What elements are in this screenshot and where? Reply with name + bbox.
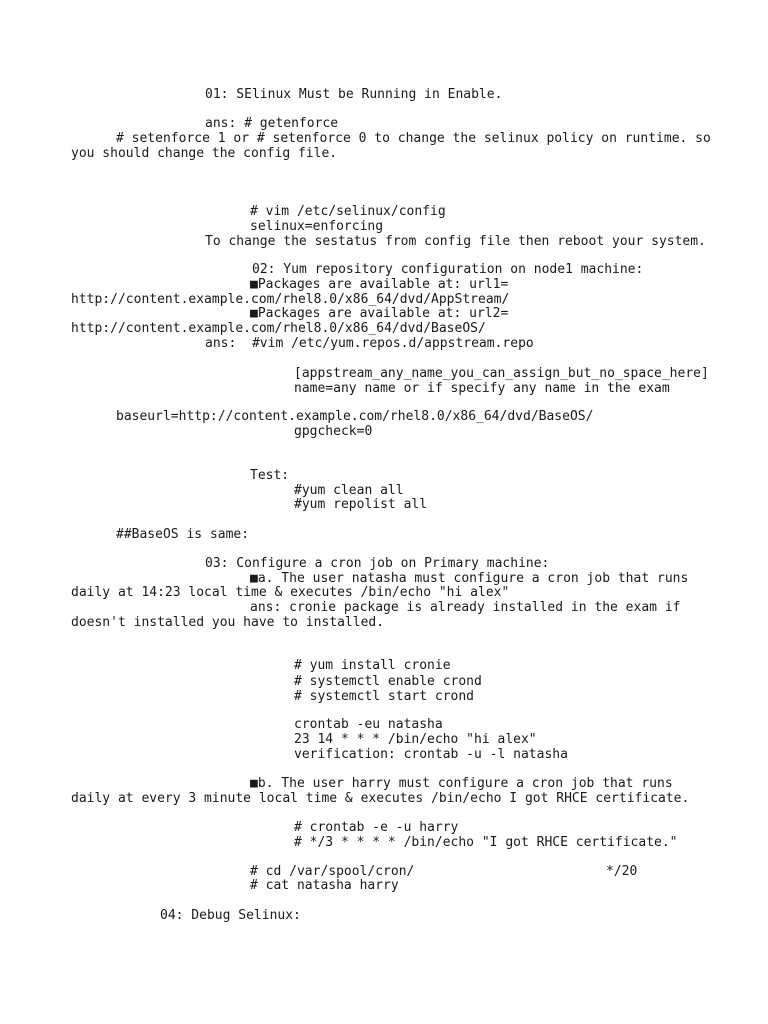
q3-harry-crontab-edit: # crontab -e -u harry <box>294 820 459 835</box>
q3-task-a-line-1: ■a. The user natasha must configure a cron job that runs <box>250 571 689 586</box>
q2-package-1-label: ■Packages are available at: url1= <box>250 277 509 292</box>
q2-package-2-label: ■Packages are available at: url2= <box>250 306 509 321</box>
q3-spool-extra: */20 <box>606 864 638 879</box>
q1-note-line-2: you should change the config file. <box>71 146 338 161</box>
q1-heading: 01: SElinux Must be Running in Enable. <box>205 87 503 102</box>
q2-baseos-note: ##BaseOS is same: <box>116 527 250 542</box>
q3-spool-cat: # cat natasha harry <box>250 878 399 893</box>
q1-command-1: # vim /etc/selinux/config <box>250 204 446 219</box>
q3-command-start: # systemctl start crond <box>294 689 475 704</box>
q1-answer: ans: # getenforce <box>205 116 339 131</box>
q2-repo-name: name=any name or if specify any name in the exam <box>294 381 670 396</box>
q2-baseurl: baseurl=http://content.example.com/rhel8.0/x86_64/dvd/BaseOS/ <box>116 409 594 424</box>
q4-heading: 04: Debug Selinux: <box>160 908 301 923</box>
q3-command-install: # yum install cronie <box>294 658 451 673</box>
q1-command-2: selinux=enforcing <box>250 219 384 234</box>
q2-heading: 02: Yum repository configuration on node1 machine: <box>252 262 644 277</box>
q3-verification: verification: crontab -u -l natasha <box>294 747 568 762</box>
q3-command-enable: # systemctl enable crond <box>294 674 482 689</box>
q3-task-a-answer-1: ans: cronie package is already installed in the exam if <box>250 600 681 615</box>
q3-task-b-line-2: daily at every 3 minute local time & executes /bin/echo I got RHCE certificate. <box>71 791 690 806</box>
q2-test-command-2: #yum repolist all <box>294 497 428 512</box>
q3-harry-crontab-entry: # */3 * * * * /bin/echo "I got RHCE certificate." <box>294 835 678 850</box>
q3-crontab-entry: 23 14 * * * /bin/echo "hi alex" <box>294 732 537 747</box>
q2-package-2-url: http://content.example.com/rhel8.0/x86_64/dvd/BaseOS/ <box>71 321 486 336</box>
q3-crontab-edit: crontab -eu natasha <box>294 717 443 732</box>
q2-answer: ans: #vim /etc/yum.repos.d/appstream.repo <box>205 336 534 351</box>
q2-test-label: Test: <box>250 468 290 483</box>
q2-gpgcheck: gpgcheck=0 <box>294 424 373 439</box>
q2-test-command-1: #yum clean all <box>294 483 404 498</box>
q3-task-a-answer-2: doesn't installed you have to installed. <box>71 615 385 630</box>
q2-package-1-url: http://content.example.com/rhel8.0/x86_64/dvd/AppStream/ <box>71 292 510 307</box>
q1-note-line-1: # setenforce 1 or # setenforce 0 to change the selinux policy on runtime. so <box>116 131 711 146</box>
q3-task-a-line-2: daily at 14:23 local time & executes /bin/echo "hi alex" <box>71 585 510 600</box>
q3-heading: 03: Configure a cron job on Primary machine: <box>205 556 550 571</box>
q2-repo-id: [appstream_any_name_you_can_assign_but_no_space_here] <box>294 366 709 381</box>
q1-outro: To change the sestatus from config file then reboot your system. <box>205 234 706 249</box>
q3-spool-cd: # cd /var/spool/cron/ <box>250 864 415 879</box>
q3-task-b-line-1: ■b. The user harry must configure a cron job that runs <box>250 776 673 791</box>
